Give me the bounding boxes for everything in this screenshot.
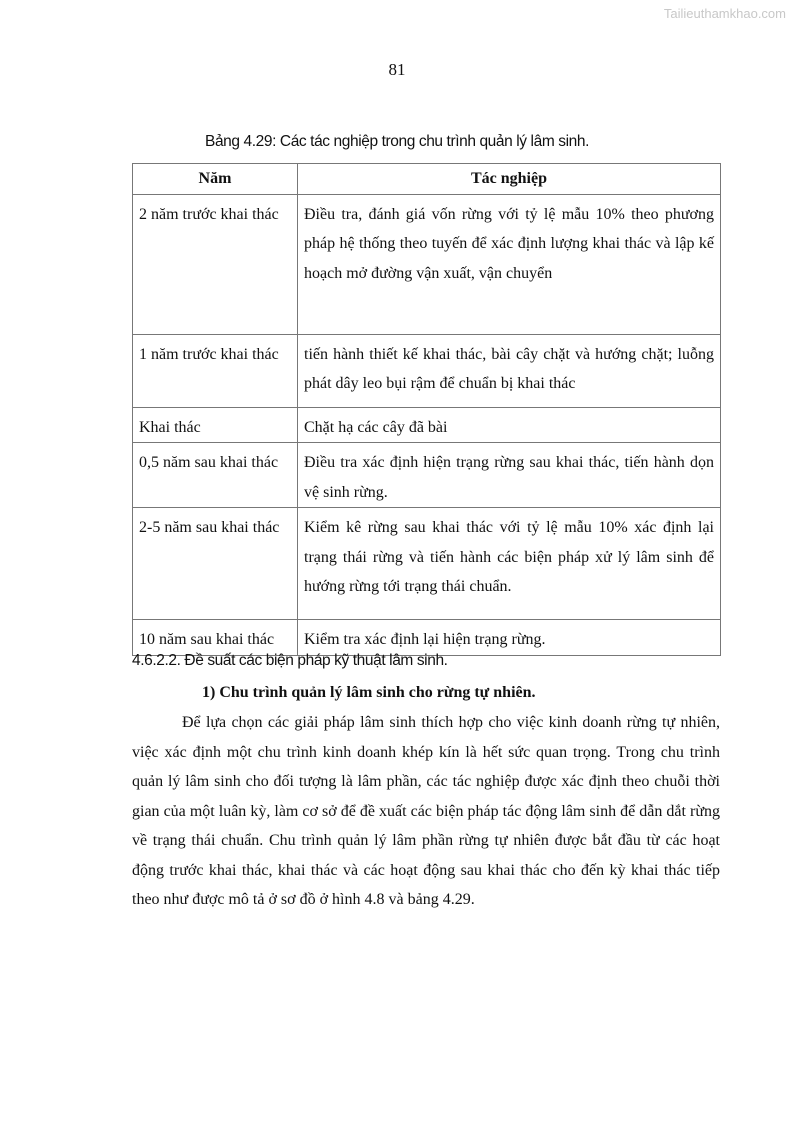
task-cell: Điều tra, đánh giá vốn rừng với tỷ lệ mẫu 10% theo phương pháp hệ thống theo tuyến để xác định lượng khai thác và lập kế hoạch mở đường vận xuất, vận chuyển xyxy=(298,194,721,334)
silviculture-table xyxy=(132,163,721,656)
table-row xyxy=(133,334,721,407)
table-row xyxy=(133,443,721,508)
table-caption: Bảng 4.29: Các tác nghiệp trong chu trình quản lý lâm sinh. xyxy=(205,133,589,150)
task-cell: Điều tra xác định hiện trạng rừng sau khai thác, tiến hành dọn vệ sinh rừng. xyxy=(298,443,721,508)
year-cell: 10 năm sau khai thác xyxy=(133,620,298,656)
year-cell: 2 năm trước khai thác xyxy=(133,194,298,334)
header-year: Năm xyxy=(133,164,298,195)
watermark: Tailieuthamkhao.com xyxy=(663,6,786,21)
task-cell: Chặt hạ các cây đã bài xyxy=(298,407,721,443)
table-row xyxy=(133,407,721,443)
section-heading: 4.6.2.2. Đề suất các biện pháp kỹ thuật lâm sinh. xyxy=(132,652,448,669)
table-header-row xyxy=(133,164,721,195)
task-cell: tiến hành thiết kế khai thác, bài cây chặt và hướng chặt; luỗng phát dây leo bụi rậm để chuẩn bị khai thác xyxy=(298,334,721,407)
year-cell: 2-5 năm sau khai thác xyxy=(133,508,298,620)
page-number: 81 xyxy=(388,60,406,79)
table-row xyxy=(133,620,721,656)
subheading: 1) Chu trình quản lý lâm sinh cho rừng tự nhiên. xyxy=(202,684,536,701)
year-cell: 0,5 năm sau khai thác xyxy=(133,443,298,508)
task-cell: Kiểm tra xác định lại hiện trạng rừng. xyxy=(298,620,721,656)
year-cell: 1 năm trước khai thác xyxy=(133,334,298,407)
year-cell: Khai thác xyxy=(133,407,298,443)
table-row xyxy=(133,508,721,620)
task-cell: Kiểm kê rừng sau khai thác với tỷ lệ mẫu 10% xác định lại trạng thái rừng và tiến hành các biện pháp xử lý lâm sinh để hướng rừng tới trạng thái chuẩn. xyxy=(298,508,721,620)
header-task: Tác nghiệp xyxy=(298,164,721,195)
table-row xyxy=(133,194,721,334)
body-paragraph: Để lựa chọn các giải pháp lâm sinh thích hợp cho việc kinh doanh rừng tự nhiên, việc xác định một chu trình kinh doanh khép kín là hết sức quan trọng. Trong chu trình quản lý lâm sinh cho đối tượng là lâm phần, các tác nghiệp được xác định theo chuỗi thời gian của một luân kỳ, làm cơ sở để đề xuất các biện pháp tác động lâm sinh để dẫn dắt rừng về trạng thái chuẩn. Chu trình quản lý lâm phần rừng tự nhiên được bắt đầu từ các hoạt động trước khai thác, khai thác và các hoạt động sau khai thác cho đến kỳ khai thác tiếp theo như được mô tả ở sơ đồ ở hình 4.8 và bảng 4.29. xyxy=(132,714,720,908)
